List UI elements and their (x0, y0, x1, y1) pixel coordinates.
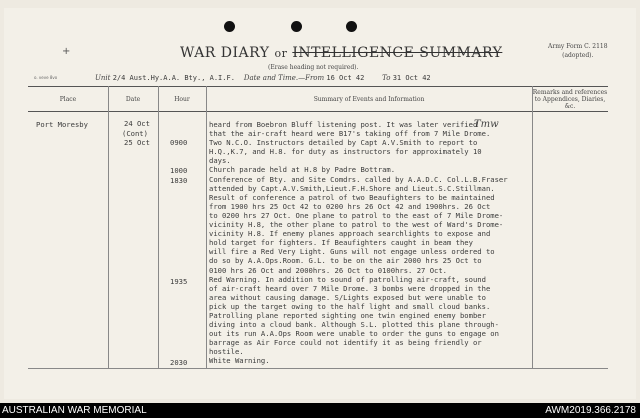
to-label: To (382, 74, 391, 82)
summary-text (209, 120, 508, 366)
unit-date-line (95, 74, 431, 82)
summary-line: hold target for fighters. If Beaufighters caught in beam they (209, 238, 473, 248)
hour-cell: 1830 (170, 176, 188, 185)
column-header-place: Place (59, 95, 77, 103)
form-reference (548, 42, 608, 60)
handwritten-initials: Tmw (474, 119, 499, 130)
summary-line: from 1900 hrs 25 Oct 42 to 0200 hrs 26 Oct 42 and 1900hrs. 26 Oct (209, 201, 491, 211)
archive-id: AWM2019.366.2178 (545, 405, 636, 416)
summary-line: Two N.C.O. Instructors detailed by Capt A.V.Smith to report to (209, 138, 478, 148)
summary-line: barrage as Air Force could not identify it as being friendly or (209, 338, 482, 348)
place-cell: Port Moresby (36, 120, 88, 129)
heading-subnote: (Erase heading not required). (268, 64, 359, 71)
datetime-label: Date and Time.—From (243, 74, 325, 82)
hour-cell: 1935 (170, 277, 188, 286)
date-cell: 24 Oct (124, 119, 150, 128)
summary-line: 0100 hrs 26 Oct and 2000hrs. 26 Oct to 0100hrs. 27 Oct. (209, 265, 447, 275)
to-date: 31 Oct 42 (392, 74, 431, 82)
summary-line: Red Warning. In addition to sound of patrolling air-craft, sound (209, 274, 486, 284)
summary-line: Result of conference a patrol of two Beaufighters to be maintained (209, 192, 495, 202)
summary-line: out its run A.A.Ops Room were unable to order the guns to engage on (209, 329, 499, 339)
from-date: 16 Oct 42 (326, 74, 365, 82)
summary-line: vicinity H.8. If enemy planes approach searchlights to expose and (209, 229, 491, 239)
summary-line: days. (209, 156, 231, 166)
summary-line: do so by A.A.Ops.Room. G.L. to be on the air 2000 hrs 25 Oct to (209, 256, 482, 266)
summary-line: Patrolling plane reported sighting one twin engined enemy bomber (209, 310, 486, 320)
summary-line: attended by Capt.A.V.Smith,Lieut.F.H.Shore and Lieut.S.C.Stillman. (209, 183, 495, 193)
summary-line: vicinity H.8, the other plane to patrol to the west of Ward's Drome- (209, 220, 504, 230)
form-reference-line: (adopted). (562, 52, 594, 59)
summary-line: Church parade held at H.8 by Padre Bottram. (209, 165, 396, 175)
column-divider (108, 86, 109, 368)
unit-label: Unit (95, 74, 111, 82)
summary-line: diving into a cloud bank. Although S.L. plotted this plane through- (209, 320, 499, 330)
form-reference-line: Army Form C. 2118 (548, 43, 608, 50)
title-intelligence-summary: INTELLIGENCE SUMMARY (292, 45, 503, 61)
summary-line: White Warning. (209, 356, 270, 366)
summary-line: pick up the target owing to the half light and small cloud banks. (209, 301, 491, 311)
hour-cell: 1000 (170, 166, 188, 175)
document-title (180, 45, 502, 61)
hour-cell: 0900 (170, 138, 188, 147)
plus-mark: + (62, 46, 71, 57)
column-divider (206, 86, 207, 368)
column-header-summary: Summary of Events and Information (313, 95, 425, 103)
column-header-remarks: Remarks and references to Appendices, Diaries, &c. (532, 88, 608, 110)
column-divider (532, 86, 533, 368)
punch-hole (291, 21, 302, 32)
printer-note: o. veve 8vo (34, 75, 58, 80)
summary-line: that the air-craft heard were B17's taking off from 7 Mile Drome. (209, 129, 491, 139)
hour-cell: 2030 (170, 358, 188, 367)
date-cell: 25 Oct (124, 138, 150, 147)
summary-line: of air-craft heard over 7 Mile Drome. 3 bombs were dropped in the (209, 283, 491, 293)
archive-credit: AUSTRALIAN WAR MEMORIAL (2, 405, 147, 416)
table-header (28, 86, 608, 112)
summary-line: to 0200 hrs 27 Oct. One plane to patrol to the east of 7 Mile Drome- (209, 210, 504, 220)
column-header-hour: Hour (174, 95, 190, 103)
title-war-diary: WAR DIARY (180, 45, 270, 61)
summary-line: H.Q.,K.7, and H.8. for duty as instructors for approximately 10 (209, 147, 482, 157)
title-or: or (274, 47, 288, 60)
summary-line: will fire a Red Very Light. Guns will not engage unless ordered to (209, 247, 495, 257)
date-cell: (Cont) (122, 129, 148, 138)
summary-line: heard from Boebron Bluff listening post. It was later verified (209, 120, 478, 129)
punch-hole (346, 21, 357, 32)
column-divider (158, 86, 159, 368)
summary-line: area without causing damage. S/Lights exposed but were unable to (209, 292, 486, 302)
summary-line: hostile. (209, 347, 244, 357)
column-header-date: Date (125, 95, 141, 103)
punch-hole (224, 21, 235, 32)
table-bottom-rule (28, 368, 608, 369)
unit-value: 2/4 Aust.Hy.A.A. Bty., A.I.F. (112, 74, 235, 82)
summary-line: Conference of Bty. and Site Comdrs. called by A.A.D.C. Col.L.B.Fraser (209, 174, 508, 184)
